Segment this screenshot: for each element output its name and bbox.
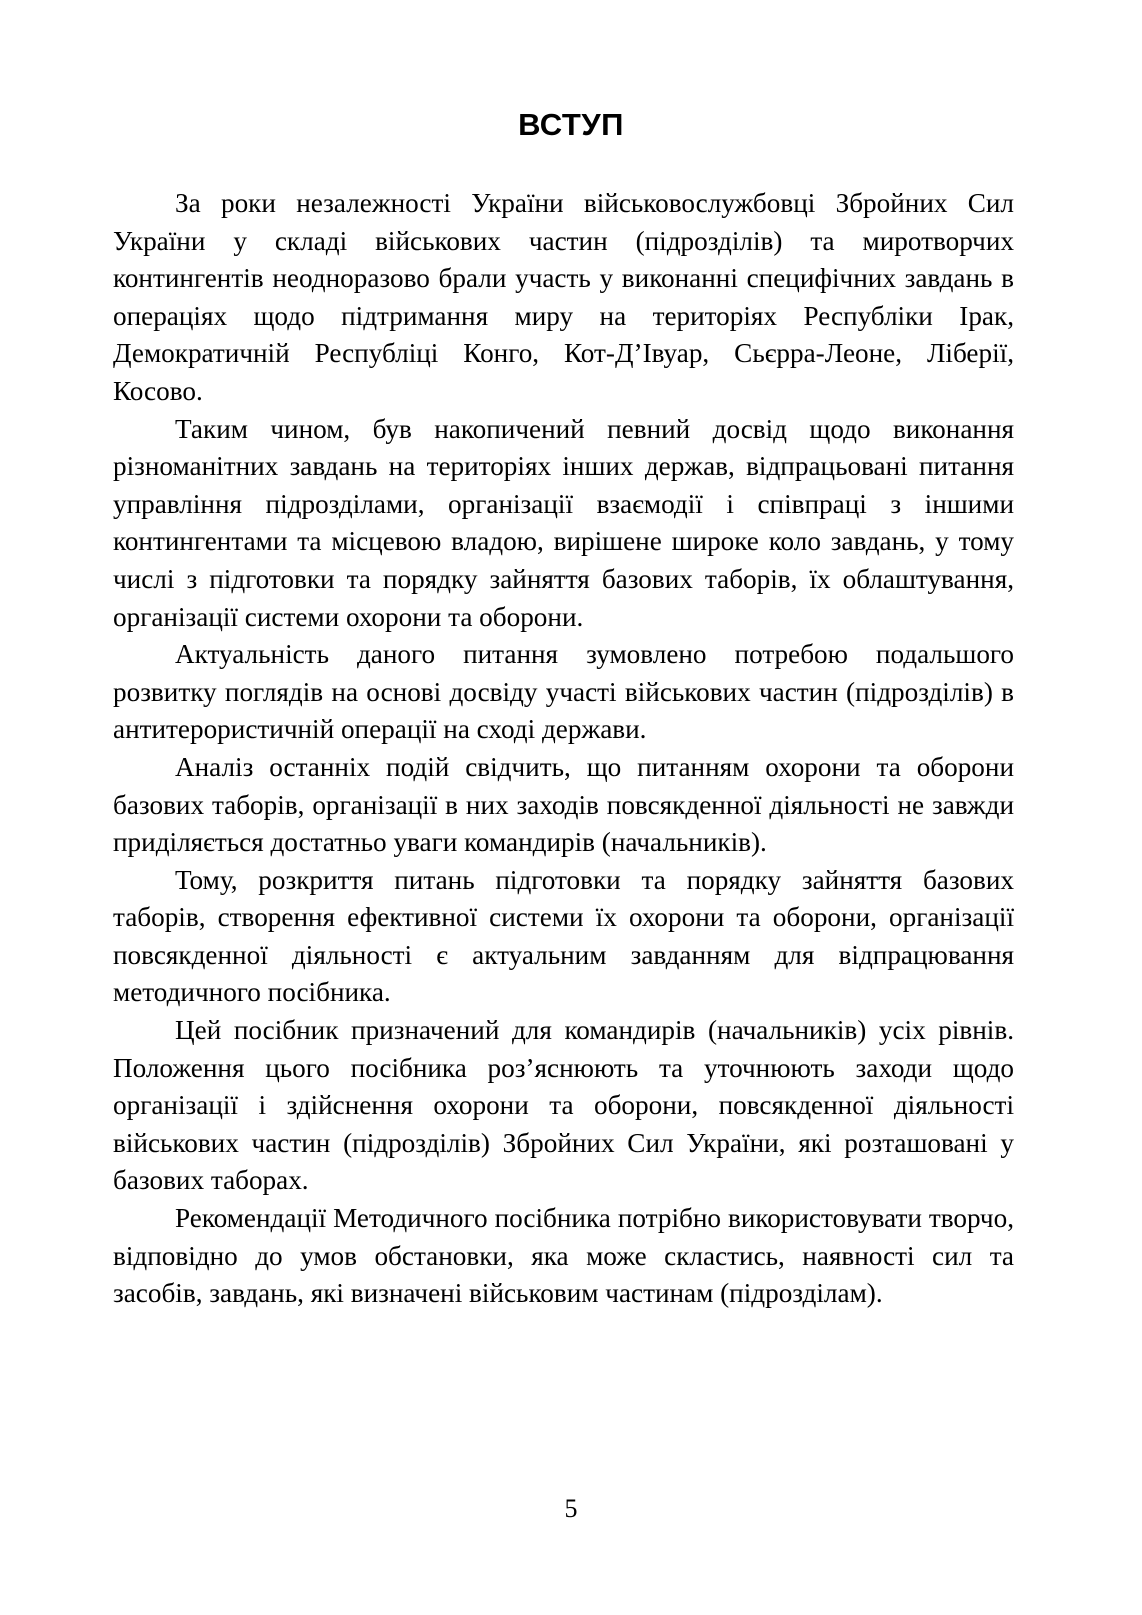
page-title: ВСТУП (518, 107, 624, 142)
paragraph: За роки незалежності України військовослужбовці Збройних Сил України у складі військових частин (підрозділів) та миротворчих контингентів неодноразово брали участь у виконанні специфічних завдань в операціях щодо підтримання миру на територіях Республіки Ірак, Демократичній Республіці Конго, Кот-Д’Івуар, Сьєрра-Леоне, Ліберії, Косово. (113, 188, 1014, 406)
paragraph: Цей посібник призначений для командирів (начальників) усіх рівнів. Положення цього посібника роз’яснюють та уточнюють заходи щодо організації і здійснення охорони та оборони, повсякденної діяльності військових частин (підрозділів) Збройних Сил України, які розташовані у базових таборах. (113, 1015, 1014, 1196)
page-number: 5 (564, 1494, 578, 1523)
paragraph: Актуальність даного питання зумовлено потребою подальшого розвитку поглядів на основі досвіду участі військових частин (підрозділів) в антитерористичній операції на сході держави. (113, 639, 1014, 745)
paragraph: Таким чином, був накопичений певний досвід щодо виконання різноманітних завдань на територіях інших держав, відпрацьовані питання управління підрозділами, організації взаємодії і співпраці з іншими контингентами та місцевою владою, вирішене широке коло завдань, у тому числі з підготовки та порядку зайняття базових таборів, їх облаштування, організації системи охорони та оборони. (113, 413, 1014, 632)
body-content (113, 185, 1014, 1313)
paragraph: Рекомендації Методичного посібника потрібно використовувати творчо, відповідно до умов обстановки, яка може скластись, наявності сил та засобів, завдань, які визначені військовим частинам (підрозділам). (113, 1203, 1014, 1309)
paragraph: Тому, розкриття питань підготовки та порядку зайняття базових таборів, створення ефективної системи їх охорони та оборони, організації повсякденної діяльності є актуальним завданням для відпрацювання методичного посібника. (113, 864, 1014, 1008)
paragraph: Аналіз останніх подій свідчить, що питанням охорони та оборони базових таборів, організації в них заходів повсякденної діяльності не завжди приділяється достатньо уваги командирів (начальників). (113, 751, 1014, 858)
